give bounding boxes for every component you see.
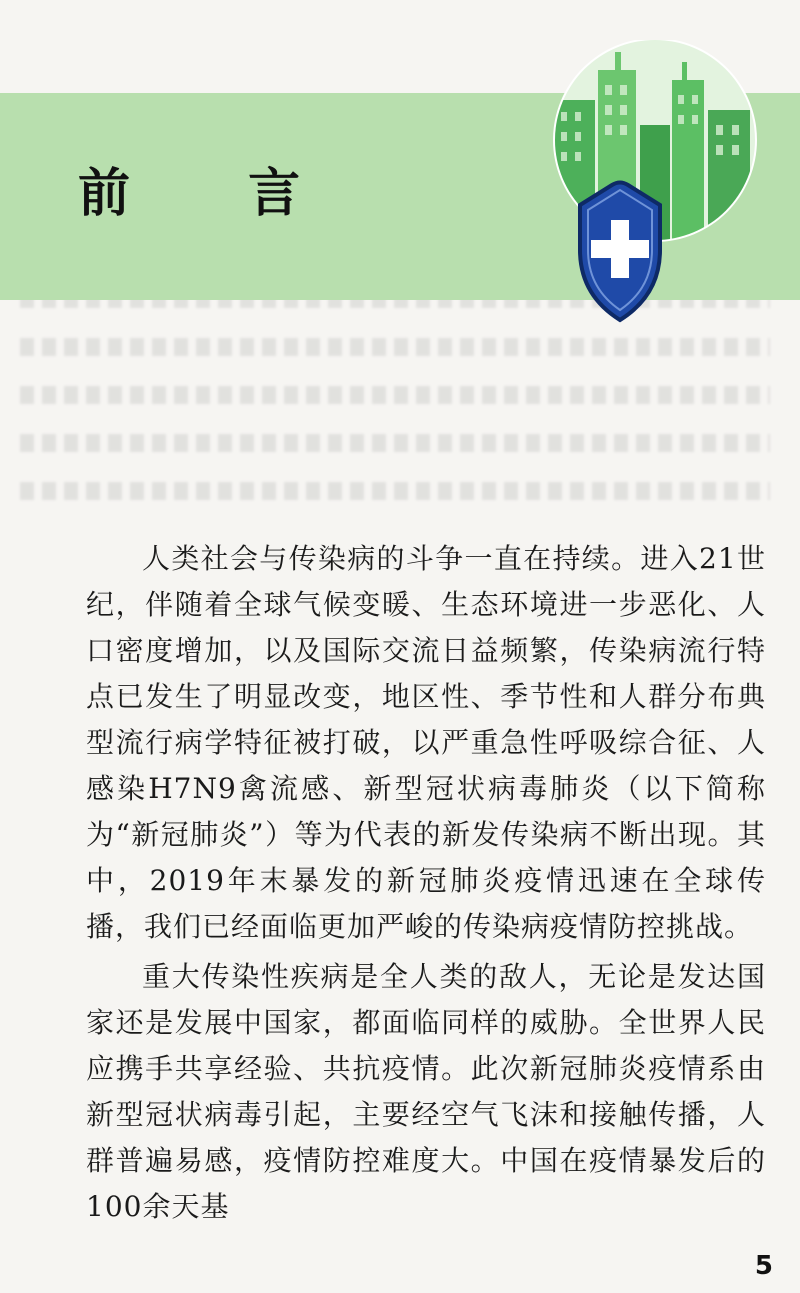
page-number: 5	[754, 1251, 773, 1281]
preface-body	[86, 536, 766, 1234]
paragraph-2: 重大传染性疾病是全人类的敌人，无论是发达国家还是发展中国家，都面临同样的威胁。全世界人民应携手共享经验、共抗疫情。此次新冠肺炎疫情系由新型冠状病毒引起，主要经空气飞沫和接触传播，人群普遍易感，疫情防控难度大。中国在疫情暴发后的100余天基	[86, 960, 766, 1223]
paragraph-1: 人类社会与传染病的斗争一直在持续。进入21世纪，伴随着全球气候变暖、生态环境进一步恶化、人口密度增加，以及国际交流日益频繁，传染病流行特点已发生了明显改变，地区性、季节性和人群分布典型流行病学特征被打破，以严重急性呼吸综合征、人感染H7N9禽流感、新型冠状病毒肺炎（以下简称为“新冠肺炎”）等为代表的新发传染病不断出现。其中，2019年末暴发的新冠肺炎疫情迅速在全球传播，我们已经面临更加严峻的传染病疫情防控挑战。	[86, 542, 766, 943]
page-title: 前 言	[78, 164, 351, 224]
city-shield-emblem	[520, 40, 790, 330]
